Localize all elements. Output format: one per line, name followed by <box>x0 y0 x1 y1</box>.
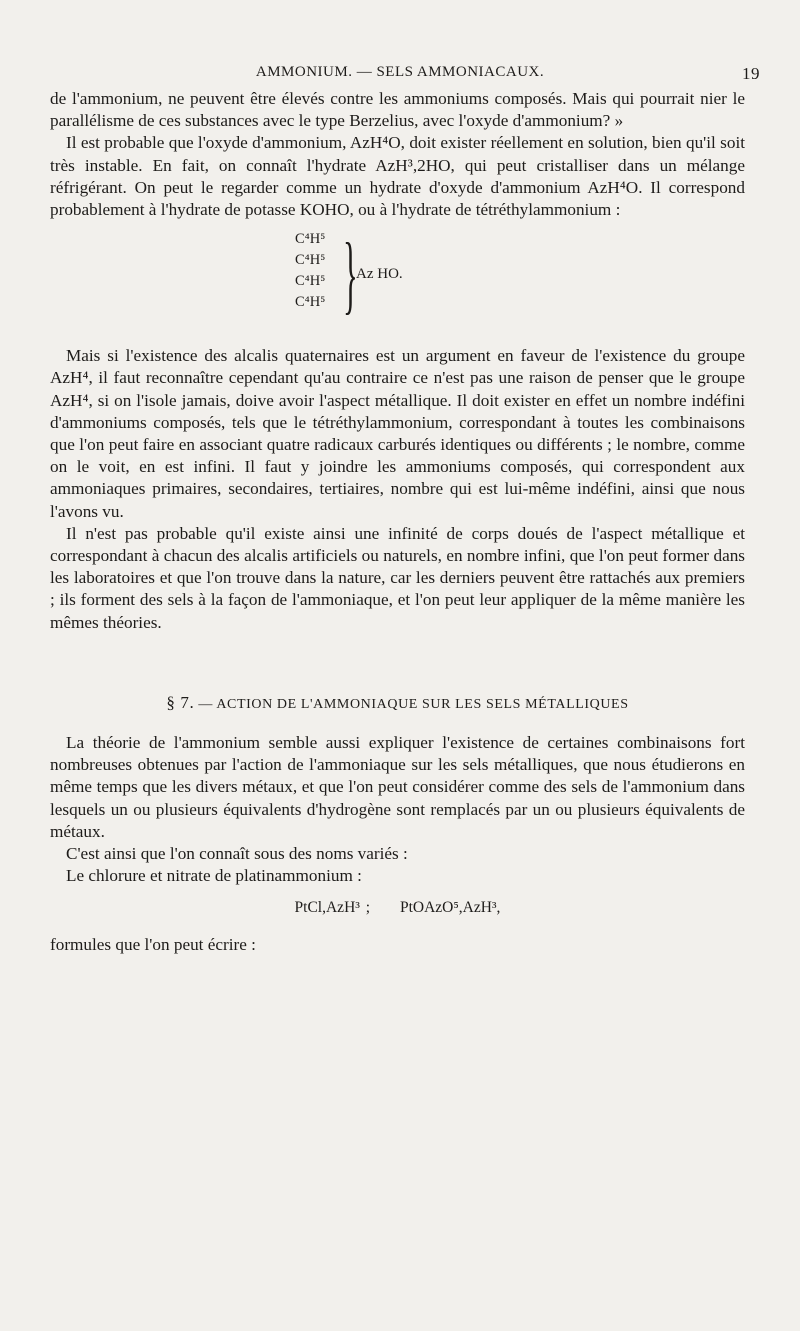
section-heading <box>50 692 745 716</box>
paragraph-2: Il est probable que l'oxyde d'ammonium, AzH⁴O, doit exister réellement en solution, bien qu'il soit très instable. En fait, on connaît l'hydrate AzH³,2HO, qui peut cristalliser dans un mélange réfrigérant. On peut le regarder comme un hydrate d'oxyde d'ammonium AzH⁴O. Il correspond probablement à l'hydrate de potasse KOHO, ou à l'hydrate de tétréthylammonium : <box>50 133 745 220</box>
radical-2: C⁴H⁵ <box>295 252 326 269</box>
paragraph-6: C'est ainsi que l'on connaît sous des noms variés : <box>66 844 408 864</box>
paragraph-3: Mais si l'existence des alcalis quaternaires est un argument en faveur de l'existence du groupe AzH⁴, il faut reconnaître cependant qu'au contraire ce n'est pas une raison de penser que le groupe AzH⁴, si on l'isole jamais, doive avoir l'aspect métallique. Il doit exister en effet un nombre indéfini d'ammoniums composés, tels que le tétréthylammonium, correspondant à toutes les combinaisons que l'on peut faire en associant quatre radicaux carburés identiques ou différents ; le nombre, comme on le voit, en est infini. Il faut y joindre les ammoniums composés, qui correspondent aux ammoniaques primaires, secondaires, tertiaires, nombre qui est lui-même indéfini, ainsi que nous l'avons vu. <box>50 346 745 521</box>
radical-1: C⁴H⁵ <box>295 231 326 248</box>
chloride-formula: PtCl,AzH³ ; <box>294 899 371 917</box>
page-number: 19 <box>742 64 760 83</box>
radical-4: C⁴H⁵ <box>295 294 326 311</box>
nitrate-formula: PtOAzO⁵,AzH³, <box>399 899 501 917</box>
radical-3: C⁴H⁵ <box>295 273 326 290</box>
paragraph-8: formules que l'on peut écrire : <box>50 934 256 954</box>
paragraph-4: Il n'est pas probable qu'il existe ainsi une infinité de corps doués de l'aspect métallique et correspondant à chacun des alcalis artificiels ou naturels, en nombre infini, que l'on peut former dans les laboratoires et que l'on trouve dans la nature, car les derniers peuvent être rattachés aux premiers ; ils forment des sels à la façon de l'ammoniaque, et l'on peut leur appliquer de la même manière les mêmes théories. <box>50 523 745 632</box>
paragraph-5: La théorie de l'ammonium semble aussi expliquer l'existence de certaines combinaisons fort nombreuses obtenues par l'action de l'ammoniaque sur les sels métalliques, que nous étudierons en même temps que les divers métaux, et que l'on peut considérer comme des sels de l'ammonium dans lesquels un ou plusieurs équivalents d'hydrogène sont remplacés par un ou plusieurs équivalents de métaux. <box>50 733 745 841</box>
page-body <box>50 88 745 956</box>
platinammonium-formulas <box>50 897 745 919</box>
section-number: § 7. <box>166 692 195 712</box>
paragraph-1: de l'ammonium, ne peuvent être élevés contre les ammoniums composés. Mais qui pourrait nier le parallélisme de ces substances avec le type Berzelius, avec l'oxyde d'ammonium? » <box>50 89 745 131</box>
formula-center: Az HO. <box>356 266 403 283</box>
section-title: — ACTION DE L'AMMONIAQUE SUR LES SELS MÉTALLIQUES <box>198 696 629 712</box>
radical-list <box>295 229 325 313</box>
running-title: AMMONIUM. — SELS AMMONIACAUX. <box>255 64 545 80</box>
paragraph-7: Le chlorure et nitrate de platinammonium : <box>66 866 362 886</box>
tetrethylammonium-formula <box>50 225 745 337</box>
page-header <box>40 64 760 88</box>
brace-glyph: } <box>343 226 358 324</box>
